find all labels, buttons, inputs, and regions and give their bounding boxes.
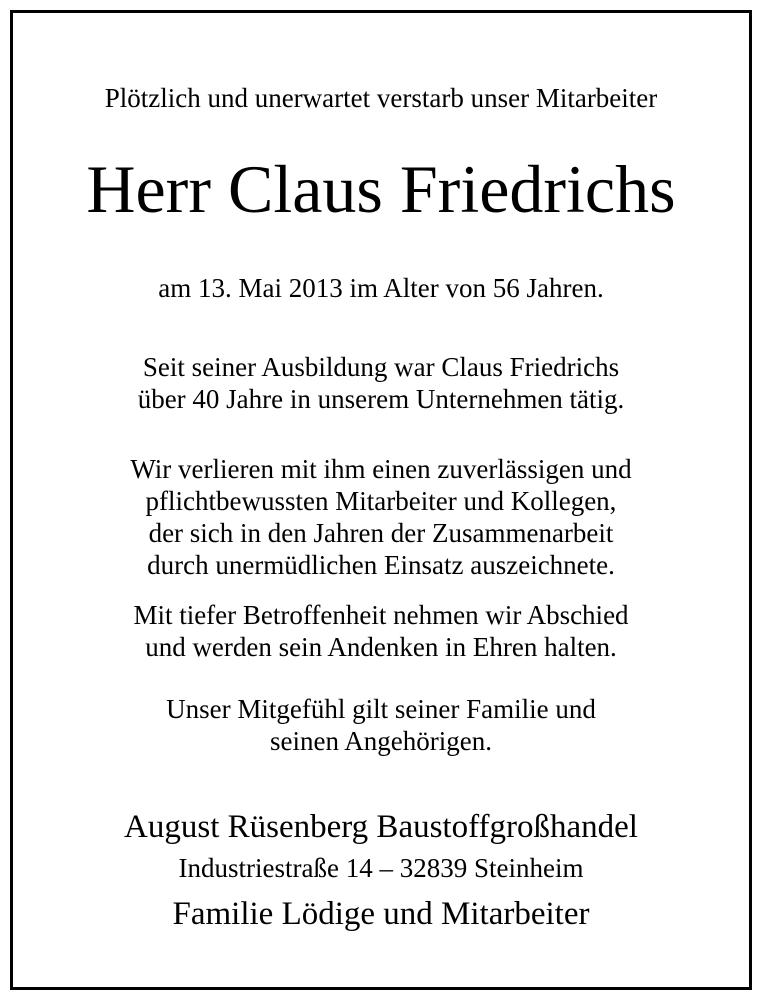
paragraph-line: seinen Angehörigen. [270, 726, 492, 756]
intro-line: Plötzlich und unerwartet verstarb unser Mitarbeiter [104, 83, 658, 113]
paragraph-line: der sich in den Jahren der Zusammenarbeit [148, 518, 614, 548]
deceased-name: Herr Claus Friedrichs [86, 151, 676, 227]
paragraph-career [13, 351, 749, 415]
paragraph-line: und werden sein Andenken in Ehren halten. [145, 632, 617, 662]
paragraph-line: pflichtbewussten Mitarbeiter und Kollegen, [145, 486, 617, 516]
paragraph-line: Mit tiefer Betroffenheit nehmen wir Abschied [133, 600, 629, 630]
paragraph-line: Unser Mitgefühl gilt seiner Familie und [166, 694, 596, 724]
paragraph-farewell [13, 599, 749, 663]
death-date-line: am 13. Mai 2013 im Alter von 56 Jahren. [158, 273, 604, 303]
company-address: Industriestraße 14 – 32839 Steinheim [178, 853, 584, 883]
paragraph-line: über 40 Jahre in unserem Unternehmen tätig. [137, 384, 625, 414]
paragraph-line: durch unermüdlichen Einsatz auszeichnete. [147, 550, 615, 580]
paragraph-line: Seit seiner Ausbildung war Claus Friedrichs [142, 352, 620, 382]
obituary-notice [10, 10, 752, 990]
paragraph-line: Wir verlieren mit ihm einen zuverlässigen und [130, 454, 632, 484]
paragraph-condolence [13, 693, 749, 757]
family-signature: Familie Lödige und Mitarbeiter [172, 896, 590, 932]
paragraph-tribute [13, 453, 749, 581]
company-name: August Rüsenberg Baustoffgroßhandel [124, 809, 638, 845]
